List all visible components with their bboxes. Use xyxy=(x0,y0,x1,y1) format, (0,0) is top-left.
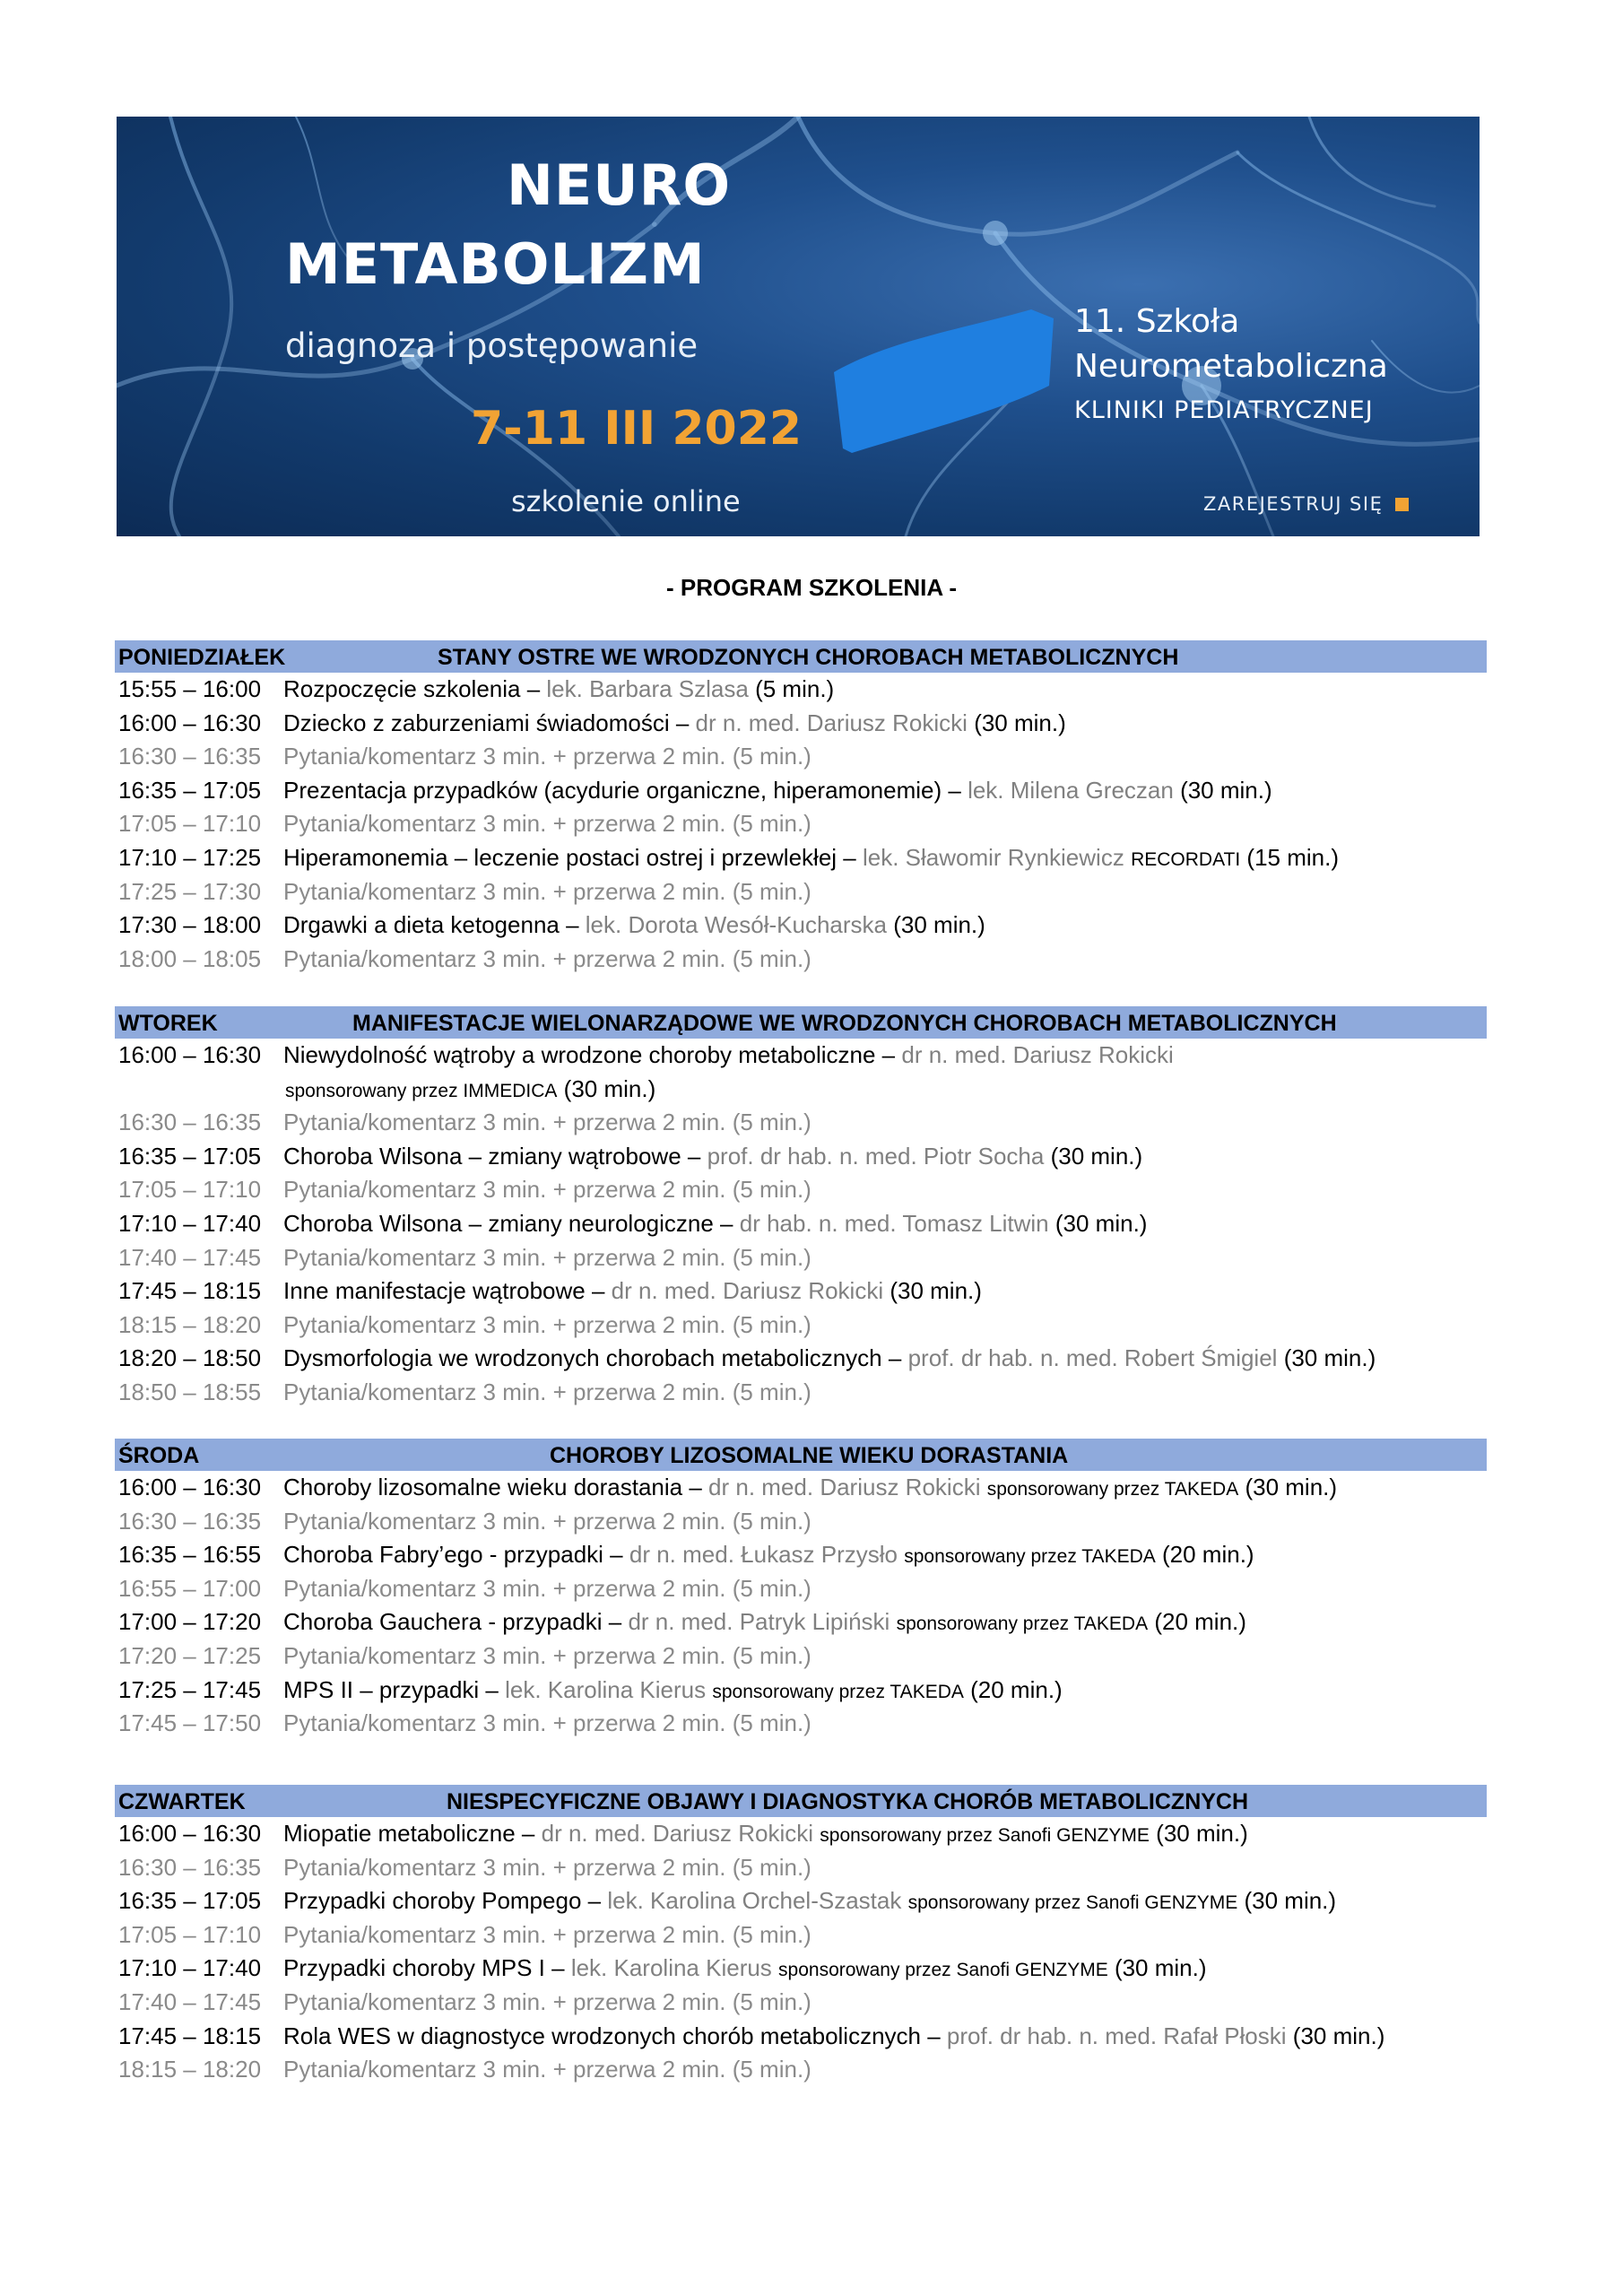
break-row xyxy=(115,1106,1487,1140)
session-time: 15:55 – 16:00 xyxy=(118,675,262,702)
session-duration: (5 min.) xyxy=(732,1987,812,2015)
session-time: 17:40 – 17:45 xyxy=(118,1987,262,2015)
blue-brush-stroke xyxy=(834,309,1054,453)
session-sponsor: sponsorowany przez TAKEDA xyxy=(896,1613,1149,1635)
session-row xyxy=(115,1274,1487,1309)
session-time: 16:30 – 16:35 xyxy=(118,743,262,770)
session-row xyxy=(115,1674,1487,1708)
session-time: 17:40 – 17:45 xyxy=(118,1243,262,1271)
session-sponsor: sponsorowany przez Sanofi GENZYME xyxy=(907,1892,1238,1914)
day-section xyxy=(115,640,1487,976)
session-row xyxy=(115,1538,1487,1572)
session-title: Pytania/komentarz 3 min. + przerwa 2 min. xyxy=(283,1641,726,1669)
session-title: Choroba Fabry’ego - przypadki – xyxy=(283,1541,623,1569)
session-time: 17:45 – 18:15 xyxy=(118,1277,262,1305)
session-sponsor: sponsorowany przez IMMEDICA xyxy=(285,1080,558,1101)
session-time: 16:35 – 17:05 xyxy=(118,1887,262,1915)
session-sponsor: RECORDATI xyxy=(1131,848,1241,870)
session-duration: (30 min.) xyxy=(890,1277,982,1305)
session-speaker: lek. Karolina Orchel-Szastak xyxy=(607,1887,902,1915)
session-time: 16:55 – 17:00 xyxy=(118,1574,262,1602)
session-title: Choroby lizosomalne wieku dorastania – xyxy=(283,1474,702,1500)
session-sponsor: sponsorowany przez Sanofi GENZYME xyxy=(778,1960,1108,1981)
session-title: Przypadki choroby MPS I – xyxy=(283,1954,565,1982)
session-time: 17:05 – 17:10 xyxy=(118,1176,262,1204)
session-title: Pytania/komentarz 3 min. + przerwa 2 min. xyxy=(283,1507,726,1535)
session-time: 17:10 – 17:25 xyxy=(118,843,262,871)
break-row xyxy=(115,2053,1487,2087)
session-time: 18:50 – 18:55 xyxy=(118,1378,262,1405)
program-title: - PROGRAM SZKOLENIA - xyxy=(665,574,958,601)
session-duration: (30 min.) xyxy=(1114,1954,1207,1982)
session-duration: (15 min.) xyxy=(1246,843,1339,871)
session-sponsor: sponsorowany przez TAKEDA xyxy=(986,1479,1239,1500)
session-time: 17:25 – 17:30 xyxy=(118,877,262,905)
session-title: Pytania/komentarz 3 min. + przerwa 2 min. xyxy=(283,1987,726,2015)
session-speaker: prof. dr hab. n. med. Piotr Socha xyxy=(707,1142,1045,1170)
session-duration: (5 min.) xyxy=(732,1853,812,1881)
session-duration: (5 min.) xyxy=(755,675,835,702)
session-time: 17:30 – 18:00 xyxy=(118,911,262,939)
session-title: Niewydolność wątroby a wrodzone choroby metaboliczne – xyxy=(283,1041,896,1068)
session-title: Pytania/komentarz 3 min. + przerwa 2 min. xyxy=(283,1574,726,1602)
session-time: 16:35 – 17:05 xyxy=(118,776,262,804)
session-duration: (30 min.) xyxy=(1245,1474,1338,1500)
day-theme: NIESPECYFICZNE OBJAWY I DIAGNOSTYKA CHORÓB METABOLICZNYCH xyxy=(447,1789,1249,1814)
session-title: Pytania/komentarz 3 min. + przerwa 2 min. xyxy=(283,944,726,972)
session-title: Dysmorfologia we wrodzonych chorobach metabolicznych – xyxy=(283,1344,902,1372)
session-time: 17:45 – 18:15 xyxy=(118,2022,262,2049)
session-duration: (5 min.) xyxy=(732,877,812,905)
row-continuation xyxy=(115,1073,1487,1107)
session-sponsor: sponsorowany przez TAKEDA xyxy=(904,1546,1156,1568)
session-title: Pytania/komentarz 3 min. + przerwa 2 min. xyxy=(283,743,726,770)
session-title: Pytania/komentarz 3 min. + przerwa 2 min. xyxy=(283,810,726,838)
session-title: Prezentacja przypadków (acydurie organiczne, hiperamonemie) – xyxy=(283,776,961,804)
session-time: 17:00 – 17:20 xyxy=(118,1608,262,1636)
session-time: 17:05 – 17:10 xyxy=(118,1920,262,1948)
banner-dates: 7-11 III 2022 xyxy=(471,402,803,456)
session-row xyxy=(115,1140,1487,1174)
break-row xyxy=(115,943,1487,977)
banner-mode: szkolenie online xyxy=(511,484,741,518)
session-duration: (5 min.) xyxy=(732,1574,812,1602)
session-sponsor: sponsorowany przez TAKEDA xyxy=(712,1681,964,1702)
session-duration: (30 min.) xyxy=(1180,776,1272,804)
session-speaker: lek. Dorota Wesół-Kucharska xyxy=(585,911,887,939)
day-section xyxy=(115,1006,1487,1410)
break-row xyxy=(115,1639,1487,1674)
session-time: 18:15 – 18:20 xyxy=(118,2056,262,2083)
session-title: Drgawki a dieta ketogenna – xyxy=(283,911,579,939)
day-theme: CHOROBY LIZOSOMALNE WIEKU DORASTANIA xyxy=(550,1443,1069,1468)
break-row xyxy=(115,1918,1487,1952)
session-speaker: dr n. med. Patryk Lipiński xyxy=(628,1608,890,1636)
day-header xyxy=(115,640,1487,673)
session-title: Choroba Wilsona – zmiany neurologiczne – xyxy=(283,1209,733,1237)
session-sponsor: sponsorowany przez Sanofi GENZYME xyxy=(820,1825,1150,1846)
session-duration: (30 min.) xyxy=(1156,1820,1248,1847)
session-speaker: dr n. med. Dariusz Rokicki xyxy=(708,1474,981,1500)
session-row xyxy=(115,673,1487,707)
break-row xyxy=(115,807,1487,841)
session-time: 16:00 – 16:30 xyxy=(118,1041,262,1068)
session-title: Pytania/komentarz 3 min. + przerwa 2 min. xyxy=(283,1378,726,1405)
session-duration: (5 min.) xyxy=(732,1709,812,1737)
session-title: Rola WES w diagnostyce wrodzonych chorób metabolicznych – xyxy=(283,2022,941,2049)
session-title: Pytania/komentarz 3 min. + przerwa 2 min. xyxy=(283,1176,726,1204)
session-title: Przypadki choroby Pompego – xyxy=(283,1887,602,1915)
session-duration: (5 min.) xyxy=(732,1176,812,1204)
session-time: 18:20 – 18:50 xyxy=(118,1344,262,1372)
session-title: Pytania/komentarz 3 min. + przerwa 2 min. xyxy=(283,1109,726,1136)
day-name: PONIEDZIAŁEK xyxy=(118,645,286,670)
session-title: Rozpoczęcie szkolenia – xyxy=(283,675,541,702)
session-row xyxy=(115,1952,1487,1986)
session-speaker: lek. Sławomir Rynkiewicz xyxy=(862,843,1124,871)
session-speaker: dr n. med. Dariusz Rokicki xyxy=(541,1820,814,1847)
session-speaker: dr n. med. Łukasz Przysło xyxy=(629,1541,898,1569)
session-duration: (5 min.) xyxy=(732,1641,812,1669)
session-title: Pytania/komentarz 3 min. + przerwa 2 min. xyxy=(283,1709,726,1737)
session-title: Pytania/komentarz 3 min. + przerwa 2 min. xyxy=(283,1920,726,1948)
break-row xyxy=(115,1505,1487,1539)
square-bullet-icon xyxy=(1395,498,1409,511)
session-duration: (30 min.) xyxy=(1292,2022,1385,2049)
session-time: 16:35 – 16:55 xyxy=(118,1541,262,1569)
session-speaker: lek. Karolina Kierus xyxy=(570,1954,772,1982)
session-duration: (5 min.) xyxy=(732,1310,812,1338)
session-duration: (5 min.) xyxy=(732,944,812,972)
session-row xyxy=(115,1039,1487,1073)
session-row xyxy=(115,774,1487,808)
session-duration: (5 min.) xyxy=(732,1920,812,1948)
banner-title-line2: METABOLIZM xyxy=(285,231,706,297)
session-time: 17:45 – 17:50 xyxy=(118,1709,262,1737)
session-time: 17:05 – 17:10 xyxy=(118,810,262,838)
session-duration: (5 min.) xyxy=(732,1243,812,1271)
session-speaker: lek. Karolina Kierus xyxy=(505,1675,707,1703)
banner-school-line2: Neurometaboliczna xyxy=(1074,348,1388,385)
session-row xyxy=(115,1817,1487,1851)
session-time: 16:30 – 16:35 xyxy=(118,1853,262,1881)
session-time: 16:30 – 16:35 xyxy=(118,1507,262,1535)
day-theme: MANIFESTACJE WIELONARZĄDOWE WE WRODZONYCH CHOROBACH METABOLICZNYCH xyxy=(352,1011,1337,1036)
event-banner xyxy=(117,117,1480,536)
session-row xyxy=(115,1605,1487,1639)
session-speaker: prof. dr hab. n. med. Rafał Płoski xyxy=(946,2022,1287,2049)
session-duration: (5 min.) xyxy=(732,1507,812,1535)
session-row xyxy=(115,2020,1487,2054)
session-title: Choroba Wilsona – zmiany wątrobowe – xyxy=(283,1142,701,1170)
session-duration: (30 min.) xyxy=(1055,1209,1148,1237)
session-duration: (5 min.) xyxy=(732,743,812,770)
session-row xyxy=(115,1884,1487,1918)
session-speaker: lek. Barbara Szlasa xyxy=(546,675,749,702)
session-time: 16:00 – 16:30 xyxy=(118,1820,262,1847)
session-duration: (30 min.) xyxy=(563,1074,656,1102)
break-row xyxy=(115,740,1487,774)
session-duration: (5 min.) xyxy=(732,2056,812,2083)
session-title: Miopatie metaboliczne – xyxy=(283,1820,535,1847)
break-row xyxy=(115,1241,1487,1275)
banner-school-line3: KLINIKI PEDIATRYCZNEJ xyxy=(1074,396,1374,424)
session-duration: (5 min.) xyxy=(732,1378,812,1405)
banner-title-line1: NEURO xyxy=(507,152,732,218)
session-time: 16:00 – 16:30 xyxy=(118,1474,262,1500)
break-row xyxy=(115,1986,1487,2020)
session-duration: (20 min.) xyxy=(1162,1541,1254,1569)
session-duration: (20 min.) xyxy=(1154,1608,1246,1636)
session-time: 17:25 – 17:45 xyxy=(118,1675,262,1703)
break-row xyxy=(115,1376,1487,1410)
session-row xyxy=(115,1207,1487,1241)
day-theme: STANY OSTRE WE WRODZONYCH CHOROBACH METABOLICZNYCH xyxy=(438,645,1179,670)
session-speaker: dr n. med. Dariusz Rokicki xyxy=(695,709,968,736)
session-duration: (30 min.) xyxy=(893,911,985,939)
break-row xyxy=(115,1707,1487,1741)
session-time: 16:30 – 16:35 xyxy=(118,1109,262,1136)
banner-school-line1: 11. Szkoła xyxy=(1074,303,1240,340)
day-name: WTOREK xyxy=(118,1011,218,1036)
session-time: 17:10 – 17:40 xyxy=(118,1209,262,1237)
break-row xyxy=(115,1572,1487,1606)
session-title: Choroba Gauchera - przypadki – xyxy=(283,1608,622,1636)
session-duration: (20 min.) xyxy=(970,1675,1063,1703)
session-duration: (30 min.) xyxy=(974,709,1066,736)
session-row xyxy=(115,841,1487,875)
session-speaker: lek. Milena Greczan xyxy=(968,776,1174,804)
session-title: Pytania/komentarz 3 min. + przerwa 2 min. xyxy=(283,1243,726,1271)
session-title: MPS II – przypadki – xyxy=(283,1675,499,1703)
break-row xyxy=(115,1851,1487,1885)
session-duration: (30 min.) xyxy=(1050,1142,1143,1170)
session-row xyxy=(115,1471,1487,1505)
break-row xyxy=(115,1309,1487,1343)
session-speaker: dr n. med. Dariusz Rokicki xyxy=(611,1277,884,1305)
session-time: 16:35 – 17:05 xyxy=(118,1142,262,1170)
banner-subtitle: diagnoza i postępowanie xyxy=(285,326,699,365)
session-duration: (30 min.) xyxy=(1283,1344,1376,1372)
day-section xyxy=(115,1439,1487,1741)
session-duration: (30 min.) xyxy=(1244,1887,1337,1915)
session-title: Hiperamonemia – leczenie postaci ostrej i przewlekłej – xyxy=(283,843,856,871)
session-duration: (5 min.) xyxy=(732,1109,812,1136)
day-name: CZWARTEK xyxy=(118,1789,246,1814)
register-label: ZAREJESTRUJ SIĘ xyxy=(1203,493,1384,515)
session-title: Pytania/komentarz 3 min. + przerwa 2 min. xyxy=(283,1853,726,1881)
session-title: Inne manifestacje wątrobowe – xyxy=(283,1277,605,1305)
day-header xyxy=(115,1439,1487,1471)
register-link[interactable] xyxy=(1203,493,1409,515)
session-time: 18:15 – 18:20 xyxy=(118,1310,262,1338)
session-speaker: dr n. med. Dariusz Rokicki xyxy=(901,1041,1174,1068)
session-title: Pytania/komentarz 3 min. + przerwa 2 min. xyxy=(283,1310,726,1338)
session-title: Pytania/komentarz 3 min. + przerwa 2 min. xyxy=(283,2056,726,2083)
break-row xyxy=(115,875,1487,909)
session-duration: (5 min.) xyxy=(732,810,812,838)
session-time: 16:00 – 16:30 xyxy=(118,709,262,736)
session-time: 17:20 – 17:25 xyxy=(118,1641,262,1669)
session-title: Pytania/komentarz 3 min. + przerwa 2 min. xyxy=(283,877,726,905)
day-header xyxy=(115,1006,1487,1039)
day-header xyxy=(115,1785,1487,1817)
session-row xyxy=(115,909,1487,943)
session-time: 18:00 – 18:05 xyxy=(118,944,262,972)
break-row xyxy=(115,1173,1487,1207)
session-speaker: dr hab. n. med. Tomasz Litwin xyxy=(739,1209,1049,1237)
session-row xyxy=(115,707,1487,741)
session-title: Dziecko z zaburzeniami świadomości – xyxy=(283,709,690,736)
session-speaker: prof. dr hab. n. med. Robert Śmigiel xyxy=(907,1344,1278,1372)
day-section xyxy=(115,1785,1487,2087)
session-row xyxy=(115,1342,1487,1376)
session-time: 17:10 – 17:40 xyxy=(118,1954,262,1982)
day-name: ŚRODA xyxy=(118,1443,200,1468)
